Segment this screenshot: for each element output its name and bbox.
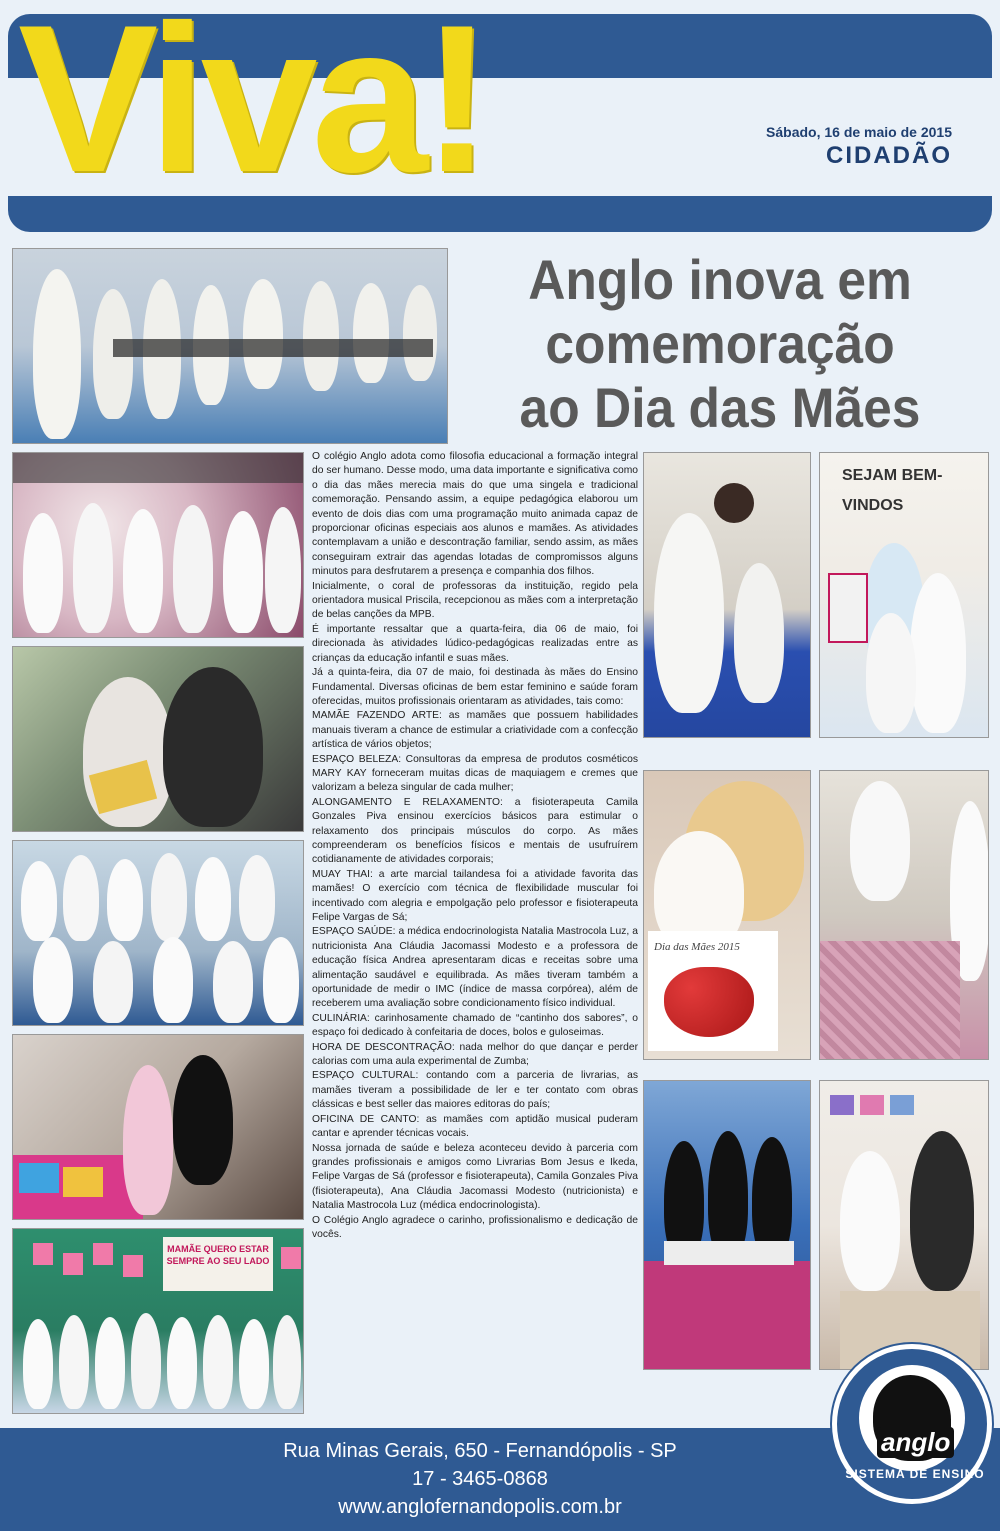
article-paragraph: ESPAÇO CULTURAL: contando com a parceria de livrarias, as mamães tiveram a possibilidade de ler e ter contato com obras clássicas e best seller das maiores editoras do país;: [312, 1070, 638, 1111]
headline-line-2: comemoração: [545, 312, 895, 375]
article-paragraph: HORA DE DESCONTRAÇÃO: nada melhor do que dançar e perder calorias com uma aula experimental de Zumba;: [312, 1041, 638, 1068]
article-paragraph: OFICINA DE CANTO: as mamães com aptidão musical puderam cantar e aprender técnicas vocais.: [312, 1113, 638, 1140]
footer-phone: 17 - 3465-0868: [412, 1468, 548, 1490]
footer-website[interactable]: www.anglofernandopolis.com.br: [338, 1496, 622, 1518]
badge-tagline: SISTEMA DE ENSINO: [845, 1467, 985, 1481]
photo-welcome-sign: [819, 452, 989, 738]
article-paragraph: O Colégio Anglo agradece o carinho, profissionalismo e dedicação de vocês.: [312, 1214, 638, 1240]
footer-address: Rua Minas Gerais, 650 - Fernandópolis - SP: [283, 1440, 677, 1462]
photo-mothers-day-card: [643, 770, 811, 1060]
article-paragraph: É importante ressaltar que a quarta-feira, dia 06 de maio, foi direcionada às atividades lúdico-pedagógicas realizadas entre as crianças da educação infantil e suas mães.: [312, 623, 638, 664]
article-paragraph: ESPAÇO SAÚDE: a médica endocrinologista Natalia Mastrocola Luz, a nutricionista Ana Cláudia Jacomassi Modesto e a professora de educação física Andrea apresentaram dicas e receitas sobre uma alimentação saudável e equilibrada. As mães tiveram também a oportunidade de medir o IMC (índice de massa corpórea), além de receberem uma avaliação sobre condicionamento físico individual.: [312, 926, 638, 1010]
photo-choir: [12, 248, 448, 444]
section-title: CIDADÃO: [826, 142, 952, 169]
anglo-logo-badge: [832, 1344, 992, 1504]
welcome-sign-text: SEJAM BEM-VINDOS: [842, 467, 943, 514]
card-text: Dia das Mães 2015: [654, 941, 740, 953]
article-paragraph: ALONGAMENTO E RELAXAMENTO: a fisioterapeuta Camila Gonzales Piva ensinou exercícios básicos para estimular o relaxamento dos principais músculos do corpo. As mães compreenderam os benefícios físicos e mentais de usufruírem cotidianamente de atividades corporais;: [312, 796, 638, 866]
viva-logo: Viva!: [18, 0, 487, 216]
photo-classroom-wall: [12, 1228, 304, 1414]
photo-flute-kids: [12, 452, 304, 638]
headline-line-1: Anglo inova em: [528, 248, 912, 311]
badge-brand-name: anglo: [877, 1427, 954, 1458]
article-paragraph: Inicialmente, o coral de professoras da instituição, regido pela orientadora musical Priscila, recepcionou as mães com a interpretação de belas canções da MPB.: [312, 580, 638, 621]
article-headline: [490, 248, 950, 440]
article-paragraph: Nossa jornada de saúde e beleza aconteceu devido à parceria com grandes profissionais e amigos como Livrarias Bom Jesus e Ikeda, Felipe Vargas de Sá (professor e fisioterapeuta), Camila Gonzales Piva (fisioterapeuta), Ana Cláudia Jacomassi Modesto (nutricionista) e Natalia Mastrocola Luz (médica endocrinologista).: [312, 1142, 638, 1212]
photo-mother-daughter-books: [12, 1034, 304, 1220]
photo-kids-group: [12, 840, 304, 1026]
article-paragraph: O colégio Anglo adota como filosofia educacional a formação integral do ser humano. Desse modo, uma data importante e significativa como o dia das mães merecia mais do que uma singela e tradicional comemoração. Pensando assim, a equipe pedagógica elaborou um evento de dois dias com uma programação muito animada capaz de proporcionar oficinas especiais aos alunos e mamães. As atividades contemplavam a união e descontração familiar, sendo assim, as mães conseguiram extrair das agendas lotadas de compromissos alguns minutos para desfrutarem a presença e companhia dos filhos.: [312, 451, 638, 578]
article-paragraph: MAMÃE FAZENDO ARTE: as mamães que possuem habilidades manuais tiveram a chance de estimular a criatividade com a confecção artística de vários objetos;: [312, 710, 638, 751]
photo-muay-thai: [643, 452, 811, 738]
wall-banner: MAMÃE QUERO ESTAR SEMPRE AO SEU LADO: [163, 1237, 273, 1291]
article-body: [312, 450, 638, 1242]
issue-date: Sábado, 16 de maio de 2015: [766, 124, 952, 140]
article-paragraph: MUAY THAI: a arte marcial tailandesa foi a atividade favorita das mamães! O exercício com técnica de flexibilidade muscular foi incentivado com alegria e empolgação pelo professor e fisioterapeuta Felipe Vargas de Sá;: [312, 868, 638, 923]
article-paragraph: CULINÁRIA: carinhosamente chamado de “cantinho dos sabores”, o espaço foi dedicado à confeitaria de doces, bolos e guloseimas.: [312, 1012, 638, 1039]
photo-beauty-consultants: [643, 1080, 811, 1370]
heart-shape: [664, 967, 754, 1037]
article-paragraph: Já a quinta-feira, dia 07 de maio, foi destinada às mães do Ensino Fundamental. Diversas oficinas de bem estar feminino e saúde foram oferecidas, muitos profissionais orientaram as atividades, tais como:: [312, 667, 638, 707]
article-paragraph: ESPAÇO BELEZA: Consultoras da empresa de produtos cosméticos MARY KAY forneceram muitas dicas de maquiagem e cremes que valorizam a beleza singular de cada mulher;: [312, 753, 638, 794]
photo-mother-child-reading: [12, 646, 304, 832]
headline-line-3: ao Dia das Mães: [519, 376, 921, 439]
photo-crafts-table: [819, 770, 989, 1060]
photo-butterfly-crafts: [819, 1080, 989, 1370]
